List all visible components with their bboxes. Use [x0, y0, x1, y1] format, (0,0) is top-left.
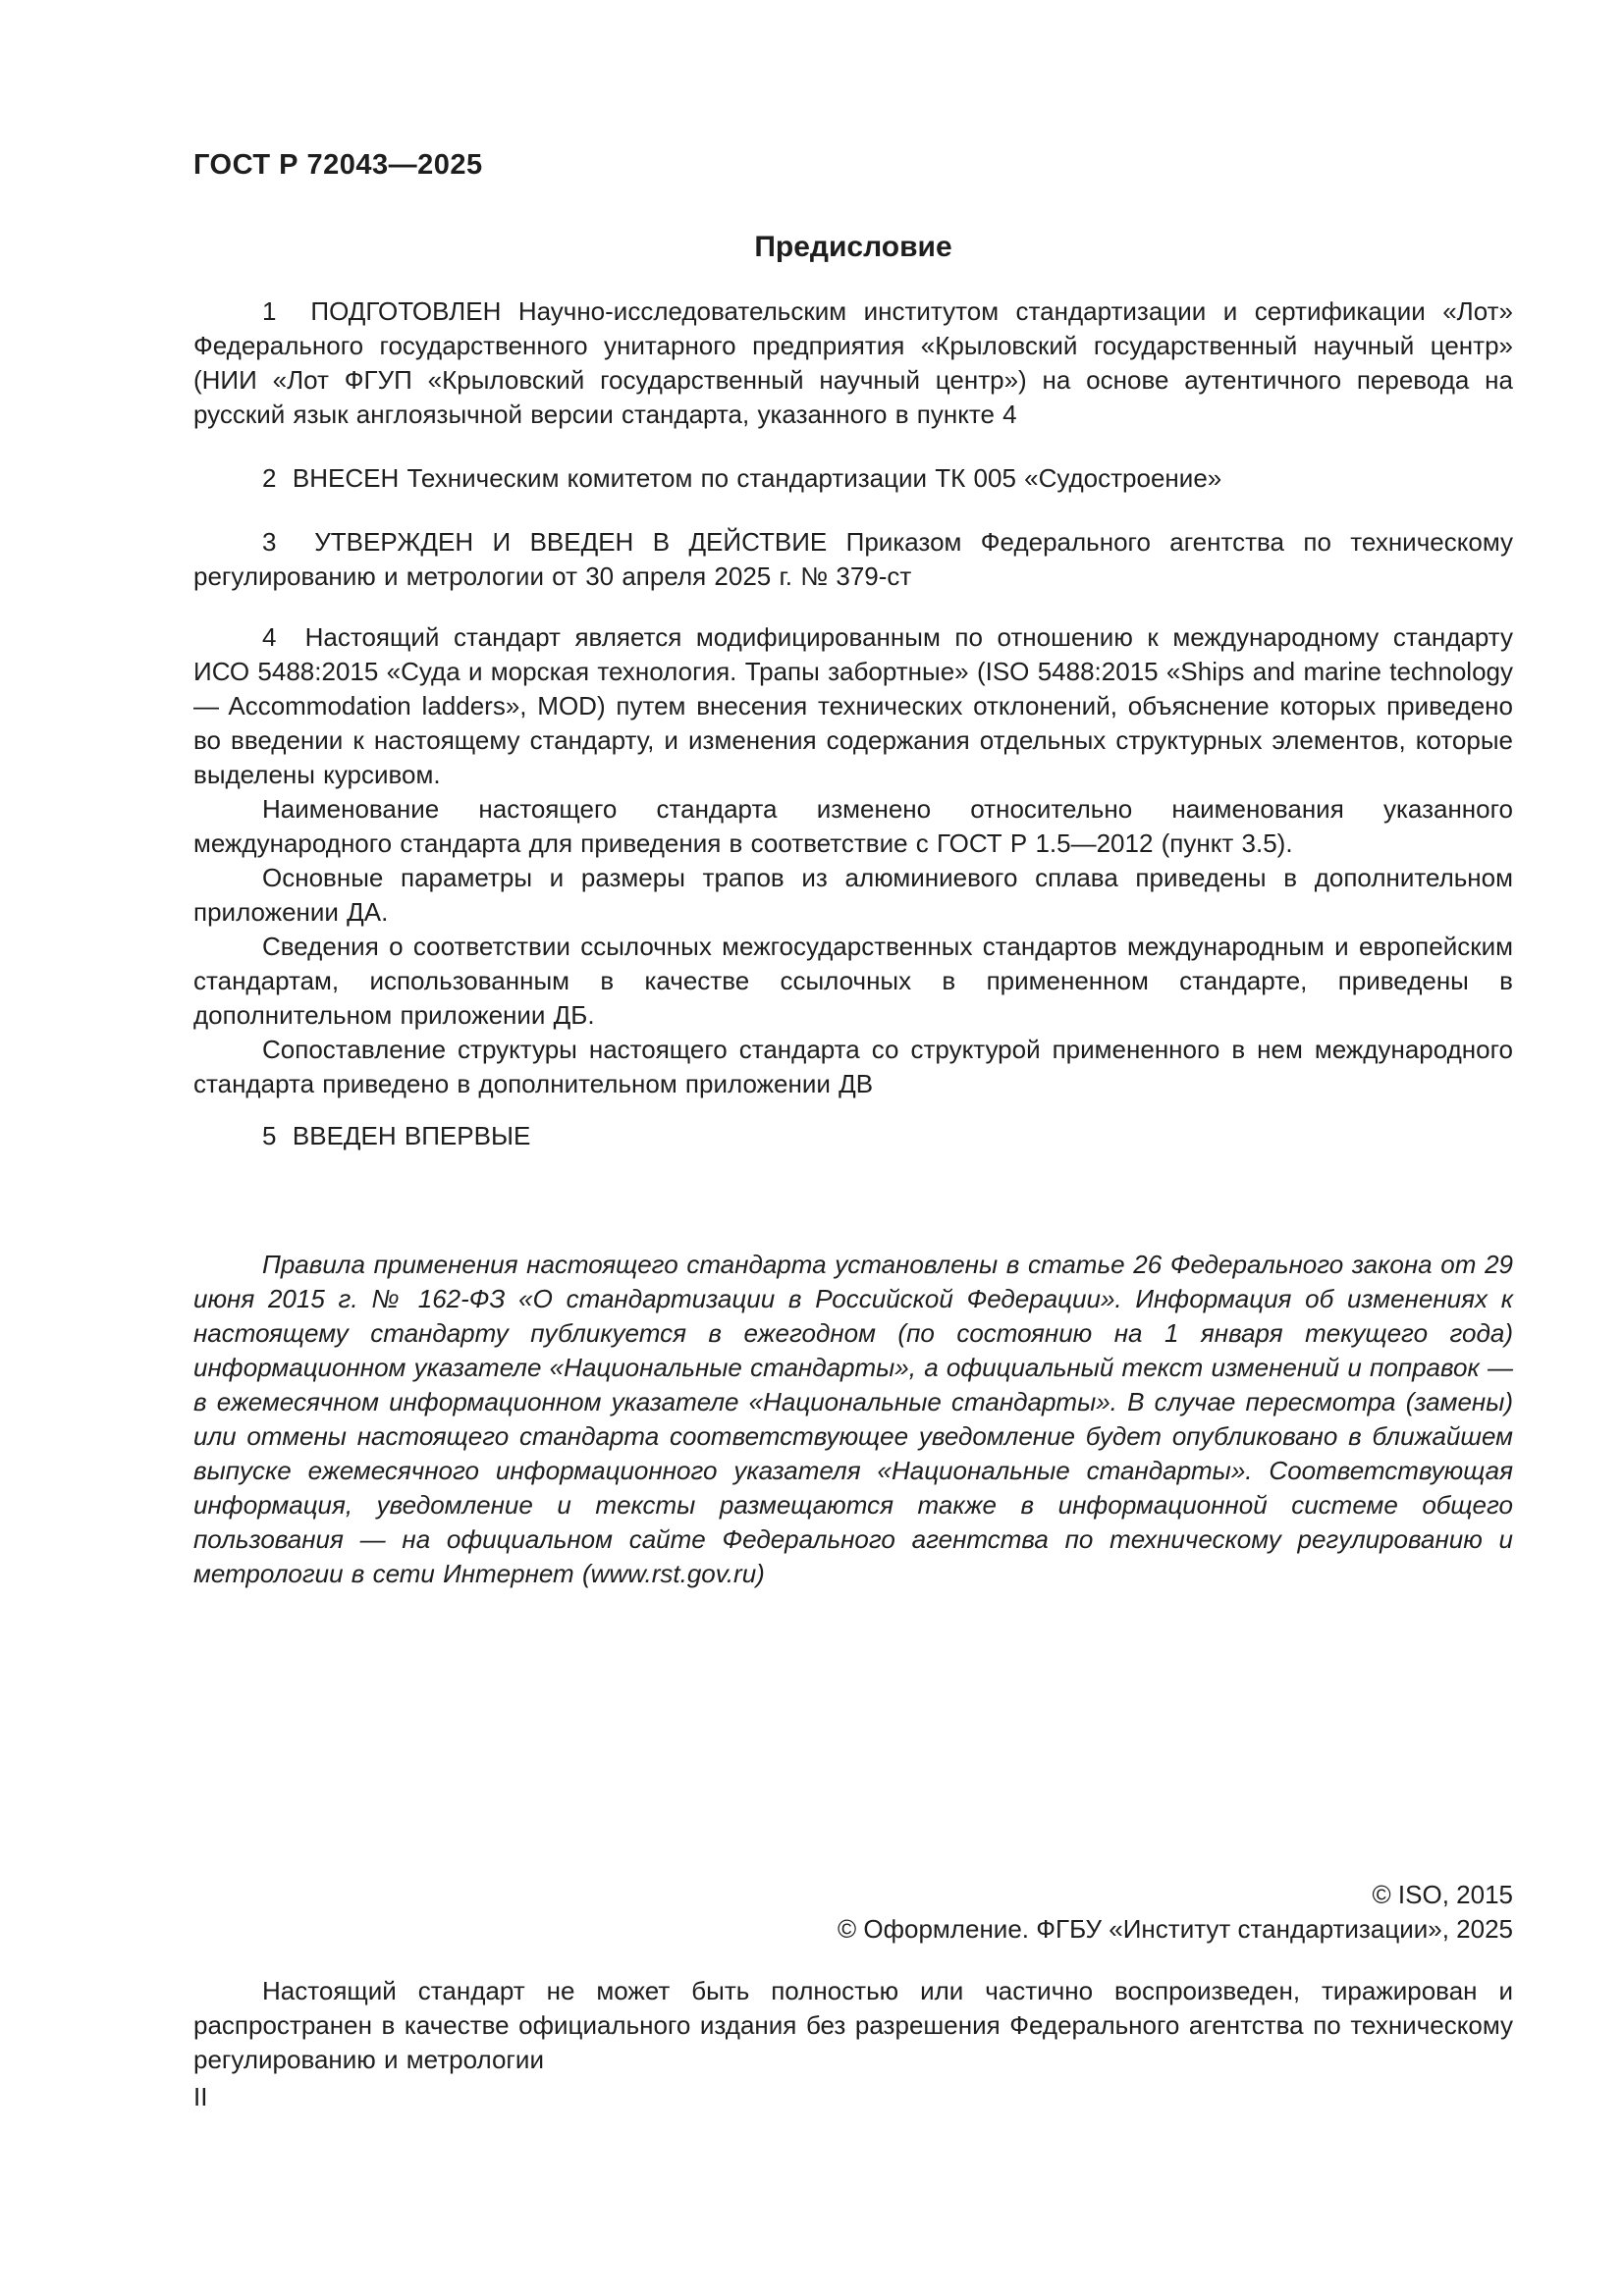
foreword-item-1: 1 ПОДГОТОВЛЕН Научно-исследовательским институтом стандартизации и сертификации «Лот» Федерального государственного унитарного предприятия «Крыловский государственный научный центр» (НИИ «Лот ФГУП «Крыловский государственный научный центр») на основе аутентичного перевода на русский язык англоязычной версии стандарта, указанного в пункте 4 [193, 296, 1513, 429]
foreword-item-4-paragraph-2: Наименование настоящего стандарта изменено относительно наименования указанного международного стандарта для приведения в соответствие с ГОСТ Р 1.5—2012 (пункт 3.5). [193, 794, 1513, 858]
foreword-item-5: 5 ВВЕДЕН ВПЕРВЫЕ [262, 1121, 531, 1150]
legal-notice-section [193, 1248, 1513, 1591]
foreword-item-4-paragraph-3: Основные параметры и размеры трапов из алюминиевого сплава приведены в дополнительном приложении ДА. [193, 863, 1513, 927]
copyright-block [193, 1878, 1513, 1947]
page-title: Предисловие [754, 231, 952, 263]
copyright-iso: © ISO, 2015 [1372, 1880, 1513, 1909]
foreword-item-4-paragraph-5: Сопоставление структуры настоящего стандарта со структурой примененного в нем международного стандарта приведено в дополнительном приложении ДВ [193, 1035, 1513, 1098]
foreword-item-4-paragraph-1: 4 Настоящий стандарт является модифицированным по отношению к международному стандарту ИСО 5488:2015 «Суда и морская технология. Трапы забортные» (ISO 5488:2015 «Ships and marine technology — Accommodation ladders», MOD) путем внесения технических отклонений, объяснение которых приведено во введении к настоящему стандарту, и изменения содержания отдельных структурных элементов, которые выделены курсивом. [193, 622, 1513, 789]
reproduction-notice: Настоящий стандарт не может быть полностью или частично воспроизведен, тиражирован и распространен в качестве официального издания без разрешения Федерального агентства по техническому регулированию и метрологии [193, 1976, 1513, 2074]
foreword-section [193, 294, 1513, 1153]
foreword-item-2: 2 ВНЕСЕН Техническим комитетом по стандартизации ТК 005 «Судостроение» [262, 463, 1222, 493]
copyright-design: © Оформление. ФГБУ «Институт стандартизации», 2025 [838, 1914, 1513, 1944]
standard-designation: ГОСТ Р 72043—2025 [193, 149, 483, 181]
legal-notice-text: Правила применения настоящего стандарта установлены в статье 26 Федерального закона от 29 июня 2015 г. № 162-ФЗ «О стандартизации в Российской Федерации». Информация об изменениях к настоящему стандарту публикуется в ежегодном (по состоянию на 1 января текущего года) информационном указателе «Национальные стандарты», а официальный текст изменений и поправок — в ежемесячном информационном указателе «Национальные стандарты». В случае пересмотра (замены) или отмены настоящего стандарта соответствующее уведомление будет опубликовано в ближайшем выпуске ежемесячного информационного указателя «Национальные стандарты». Соответствующая информация, уведомление и тексты размещаются также в информационной системе общего пользования — на официальном сайте Федерального агентства по техническому регулированию и метрологии в сети Интернет (www.rst.gov.ru) [193, 1250, 1513, 1588]
foreword-item-4-paragraph-4: Сведения о соответствии ссылочных межгосударственных стандартов международным и европейским стандартам, использованным в качестве ссылочных в примененном стандарте, приведены в дополнительном приложении ДБ. [193, 932, 1513, 1030]
page-number: II [193, 2082, 208, 2111]
foreword-item-3: 3 УТВЕРЖДЕН И ВВЕДЕН В ДЕЙСТВИЕ Приказом Федерального агентства по техническому регулированию и метрологии от 30 апреля 2025 г. № 379-ст [193, 527, 1513, 591]
